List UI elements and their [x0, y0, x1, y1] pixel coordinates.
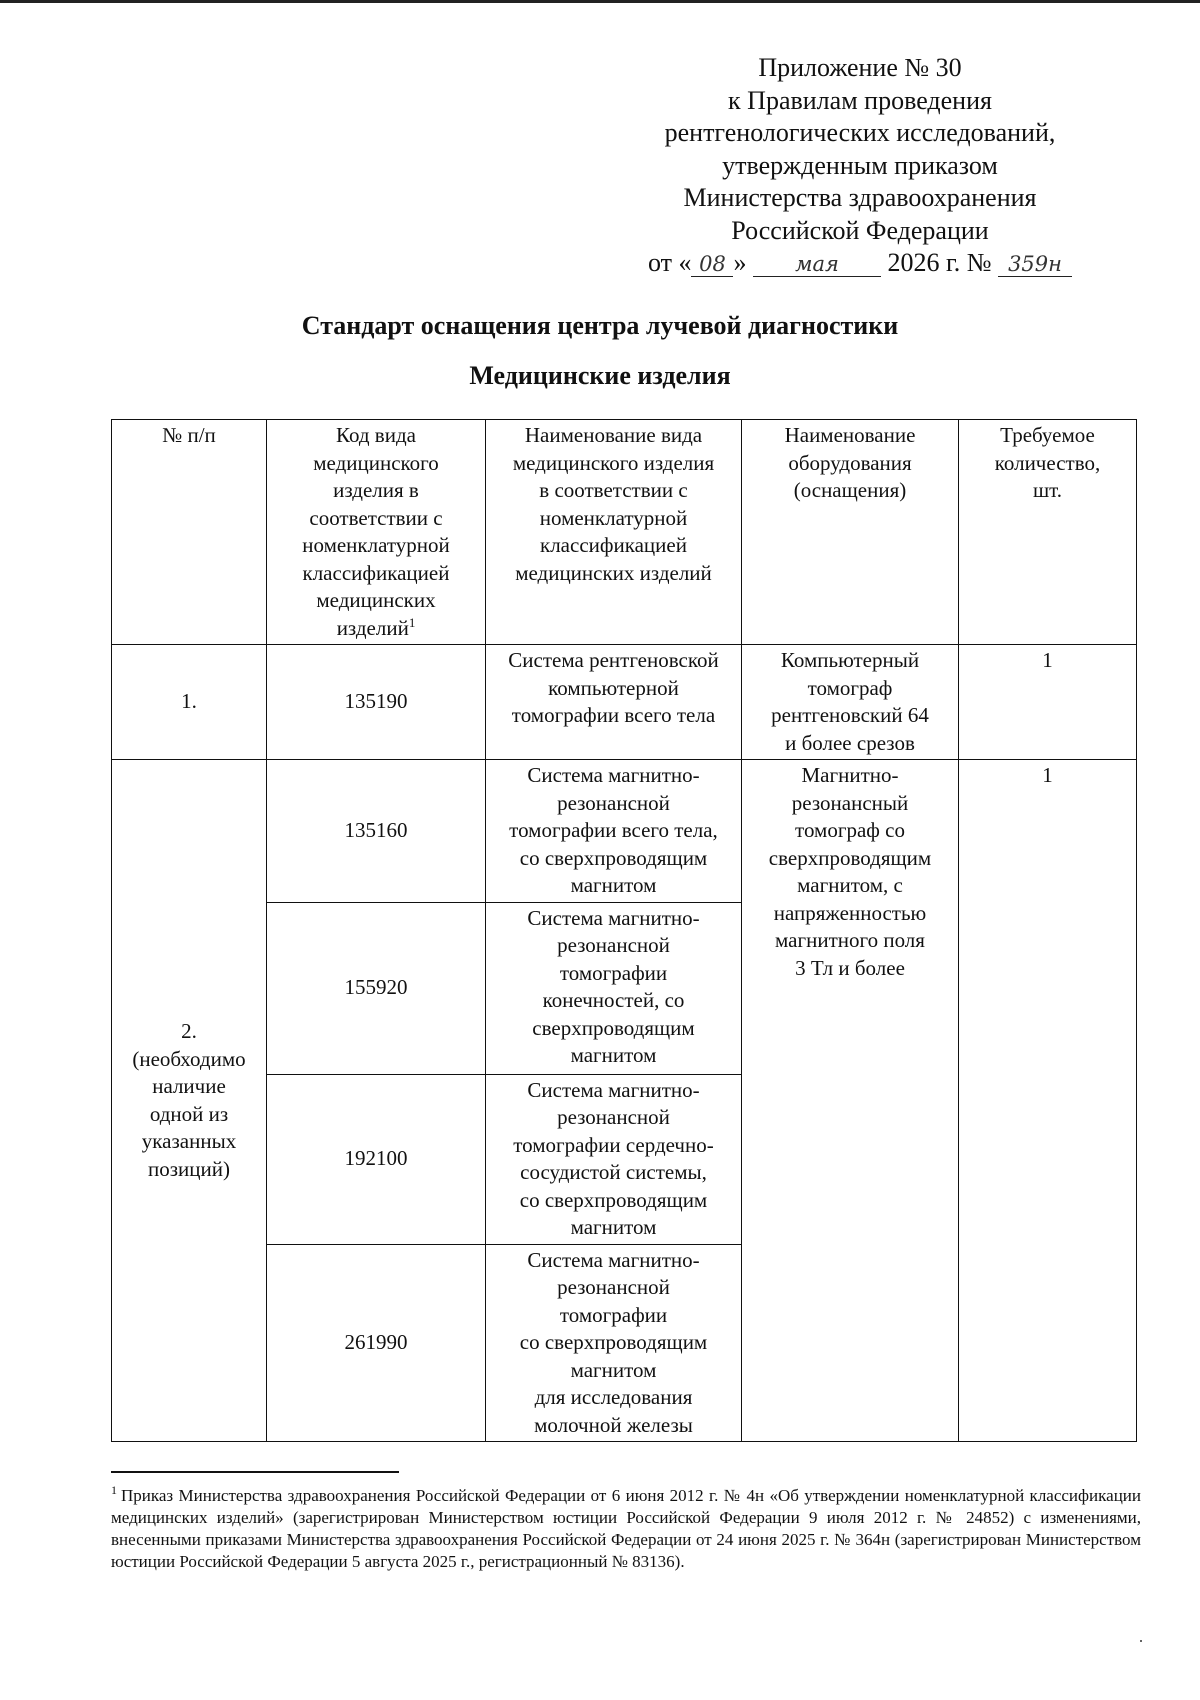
- row2-name-3: Система магнитно- резонансной томографии сердечно- сосудистой системы, со сверхпроводящим магнитом: [486, 1074, 742, 1244]
- row2-num: 2. (необходимо наличие одной из указанных позиций): [112, 760, 267, 1442]
- header-qty: Требуемое количество, шт.: [959, 420, 1137, 645]
- scan-speck: [1140, 1640, 1142, 1642]
- row2-equipment: Магнитно- резонансный томограф со сверхпроводящим магнитом, с напряженностью магнитного поля 3 Тл и более: [742, 760, 959, 1442]
- footnote-text: Приказ Министерства здравоохранения Российской Федерации от 6 июня 2012 г. № 4н «Об утверждении номенклатурной классификации медицинских изделий» (зарегистрирован Министерством юстиции Российской Федерации 9 июля 2012 г. № 24852) с изменениями, внесенными приказами Министерства здравоохранения Российской Федерации от 24 июня 2025 г. № 364н (зарегистрирован Министерством юстиции Российской Федерации 5 августа 2025 г., регистрационный № 83136).: [111, 1486, 1141, 1571]
- table-row: [112, 760, 1137, 903]
- scan-top-edge: [0, 0, 1200, 3]
- approval-date-line: [600, 247, 1120, 280]
- header-name: Наименование вида медицинского изделия в соответствии с номенклатурной классификацией медицинских изделий: [486, 420, 742, 645]
- footnote: [111, 1485, 1141, 1573]
- date-year: 2026 г. №: [887, 248, 992, 277]
- row1-equipment: Компьютерный томограф рентгеновский 64 и более срезов: [742, 645, 959, 760]
- appendix-line: Министерства здравоохранения: [683, 183, 1037, 212]
- footnote-separator: [111, 1471, 399, 1473]
- handwritten-day: 08: [691, 252, 733, 277]
- row2-name-4: Система магнитно- резонансной томографии со сверхпроводящим магнитом для исследования молочной железы: [486, 1244, 742, 1442]
- appendix-line: утвержденным приказом: [722, 150, 998, 180]
- document-title: Стандарт оснащения центра лучевой диагностики: [301, 311, 899, 340]
- row2-name-1: Система магнитно- резонансной томографии всего тела, со сверхпроводящим магнитом: [486, 760, 742, 903]
- date-prefix: от «: [647, 248, 692, 277]
- header-equipment: Наименование оборудования (оснащения): [742, 420, 959, 645]
- row2-code-3: 192100: [267, 1074, 486, 1244]
- footnote-ref[interactable]: 1: [408, 614, 416, 630]
- row2-code-2: 155920: [267, 902, 486, 1074]
- date-mid: »: [733, 248, 747, 277]
- row2-code-4: 261990: [267, 1244, 486, 1442]
- appendix-line: Приложение № 30: [758, 53, 962, 82]
- header-num: № п/п: [112, 420, 267, 645]
- row1-name: Система рентгеновской компьютерной томографии всего тела: [486, 645, 742, 760]
- row2-name-2: Система магнитно- резонансной томографии конечностей, со сверхпроводящим магнитом: [486, 902, 742, 1074]
- header-code: Код вида медицинского изделия в соответствии с номенклатурной классификацией медицинских изделий$^1$: [267, 420, 486, 645]
- handwritten-month: мая: [753, 252, 881, 277]
- row2-code-1: 135160: [267, 760, 486, 903]
- row1-code: 135190: [267, 645, 486, 760]
- document-subtitle: Медицинские изделия: [469, 361, 731, 390]
- table-header-row: [112, 420, 1137, 645]
- appendix-line: к Правилам проведения: [728, 85, 992, 115]
- row1-num: 1.: [112, 645, 267, 760]
- handwritten-order-number: 359н: [998, 252, 1072, 277]
- appendix-line: рентгенологических исследований,: [664, 118, 1056, 147]
- equipment-table: [111, 419, 1137, 1442]
- appendix-line: Российской Федерации: [731, 215, 989, 245]
- appendix-header: [600, 52, 1120, 280]
- row2-qty: 1: [959, 760, 1137, 1442]
- row1-qty: 1: [959, 645, 1137, 760]
- footnote-mark: 1: [111, 1483, 117, 1498]
- table-row: [112, 645, 1137, 760]
